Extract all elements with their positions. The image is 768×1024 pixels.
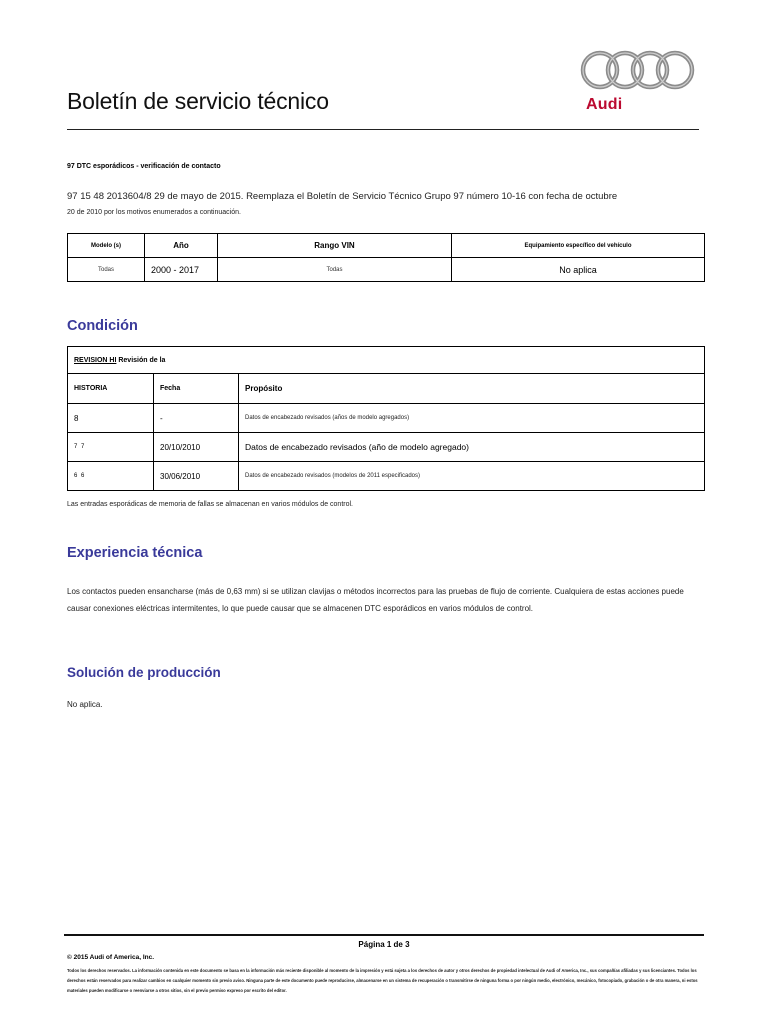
applicability-header-row	[68, 234, 705, 258]
header-models: Modelo (s)	[68, 234, 145, 258]
applicability-row	[68, 258, 705, 282]
bulletin-subject: 97 DTC esporádicos - verificación de contacto	[67, 163, 221, 170]
revision-title-row	[68, 347, 705, 374]
audi-logo	[578, 48, 698, 120]
bulletin-reference: 97 15 48 2013604/8 29 de mayo de 2015. Reemplaza el Boletín de Servicio Técnico Grupo 97 número 10-16 con fecha de octubre	[67, 191, 618, 202]
condition-text: Las entradas esporádicas de memoria de fallas se almacenan en varios módulos de control.	[67, 501, 353, 508]
table-row	[68, 404, 705, 433]
revision-label: REVISION HI	[74, 356, 117, 364]
table-row	[68, 433, 705, 462]
revision-history-table	[67, 346, 705, 491]
header-vin-range: Rango VIN	[218, 234, 452, 258]
history-date: 30/06/2010	[154, 462, 239, 491]
solution-heading: Solución de producción	[67, 665, 221, 680]
page-number: Página 1 de 3	[358, 940, 410, 949]
experience-text: Los contactos pueden ensancharse (más de 0,63 mm) si se utilizan clavijas o métodos incorrectos para las pruebas de flujo de corriente. Cualquiera de estas acciones puede causar conexiones eléctricas intermitentes, lo que puede causar que se almacenen DTC esporádicos en varios módulos de control.	[67, 587, 684, 613]
applicability-table	[67, 233, 705, 282]
header-purpose: Propósito	[239, 374, 705, 404]
header-divider	[67, 129, 699, 130]
history-purpose: Datos de encabezado revisados (años de modelo agregados)	[239, 404, 705, 433]
copyright: © 2015 Audi of America, Inc.	[67, 954, 155, 961]
history-number: 8	[68, 404, 154, 433]
page-title: Boletín de servicio técnico	[67, 88, 329, 114]
header-date: Fecha	[154, 374, 239, 404]
condition-heading: Condición	[67, 318, 138, 334]
legal-notice: Todos los derechos reservados. La información contenida en este documento se basa en la información más reciente disponible al momento de la impresión y está sujeta a los derechos de autor y otros derechos de propiedad intelectual de Audi of America, Inc., sus compañías afiliadas y sus licenciantes. Todos los derechos están reservados para realizar cambios en cualquier momento sin previo aviso. Ninguna parte de este documento puede reproducirse, almacenarse en un sistema de recuperación o transmitirse de ninguna forma o por ningún medio, electrónico, mecánico, fotocopiado, grabación o de otra manera, ni estos materiales pueden modificarse o reenviarse a otros sitios, sin el previo permiso expreso por escrito del editor.	[67, 968, 698, 993]
cell-models: Todas	[68, 258, 145, 282]
header-history: HISTORIA	[68, 374, 154, 404]
solution-text: No aplica.	[67, 700, 103, 709]
history-purpose: Datos de encabezado revisados (modelos de 2011 especificados)	[239, 462, 705, 491]
header-equipment: Equipamiento específico del vehículo	[452, 234, 705, 258]
cell-equipment: No aplica	[452, 258, 705, 282]
revision-label-rest: Revisión de la	[118, 356, 166, 364]
footer-divider	[64, 934, 704, 936]
history-number: 7 7	[68, 433, 154, 462]
bulletin-reference-continued: 20 de 2010 por los motivos enumerados a continuación.	[67, 209, 241, 216]
experience-heading: Experiencia técnica	[67, 545, 203, 561]
history-date: 20/10/2010	[154, 433, 239, 462]
history-date: -	[154, 404, 239, 433]
history-purpose: Datos de encabezado revisados (año de modelo agregado)	[239, 433, 705, 462]
header-year: Año	[145, 234, 218, 258]
history-number: 6 6	[68, 462, 154, 491]
audi-rings-icon	[578, 48, 698, 92]
cell-year: 2000 - 2017	[145, 258, 218, 282]
logo-wordmark: Audi	[586, 96, 623, 113]
history-header-row	[68, 374, 705, 404]
revision-title-cell	[68, 347, 705, 374]
cell-vin-range: Todas	[218, 258, 452, 282]
table-row	[68, 462, 705, 491]
